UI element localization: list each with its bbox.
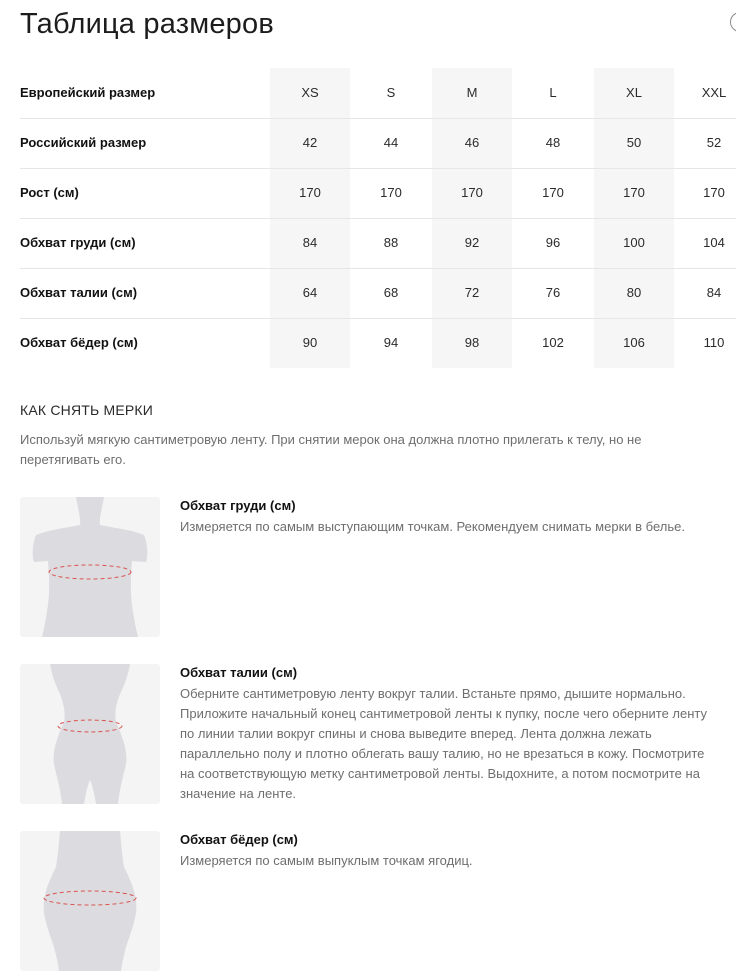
row-label: Рост (см) (20, 185, 79, 200)
table-cell: 170 (542, 185, 564, 200)
measure-description-line: по линии талии вокруг спины и снова выведите вперед. Лента должна лежать (180, 726, 652, 741)
measure-title: Обхват бёдер (см) (180, 832, 298, 847)
how-to-measure-heading: КАК СНЯТЬ МЕРКИ (20, 402, 154, 418)
table-row-hips (20, 318, 736, 368)
table-cell: 46 (464, 135, 480, 150)
close-button[interactable] (730, 12, 736, 32)
row-label: Российский размер (20, 135, 147, 150)
measure-description-line: Оберните сантиметровую ленту вокруг талии. Встаньте прямо, дышите нормально. (180, 686, 686, 701)
table-cell: 92 (464, 235, 480, 250)
table-cell: 76 (545, 285, 561, 300)
table-cell: 52 (706, 135, 722, 150)
row-label: Обхват талии (см) (20, 285, 138, 300)
how-to-measure-intro: Используй мягкую сантиметровую ленту. При снятии мерок она должна плотно прилегать к телу, но не перетягивать его. (20, 432, 642, 467)
row-label: Обхват груди (см) (20, 235, 136, 250)
table-cell: 88 (383, 235, 399, 250)
measure-description (180, 684, 736, 804)
waist-figure-illustration (20, 664, 160, 804)
measure-description-line: параллельно полу и плотно облегать вашу талию, но не врезаться в кожу. Посмотрите (180, 746, 705, 761)
table-row-ru-size (20, 118, 736, 168)
table-cell: L (549, 85, 557, 100)
table-cell: 84 (302, 235, 318, 250)
measure-description-line: Измеряется по самым выпуклым точкам ягодиц. (180, 853, 473, 868)
table-cell: 170 (461, 185, 483, 200)
table-row-waist (20, 268, 736, 318)
measure-title: Обхват талии (см) (180, 665, 298, 680)
measure-description-line: значение на ленте. (180, 786, 297, 801)
table-cell: M (466, 85, 478, 100)
page-title: Таблица размеров (20, 8, 274, 40)
table-cell: 94 (383, 335, 399, 350)
table-cell: 170 (299, 185, 321, 200)
table-cell: XL (626, 85, 642, 100)
table-cell: XXL (701, 85, 727, 100)
table-row-eu-size (20, 68, 736, 118)
table-cell: 106 (623, 335, 645, 350)
table-cell: 42 (302, 135, 318, 150)
table-cell: 80 (626, 285, 642, 300)
table-cell: 104 (703, 235, 725, 250)
table-cell: 50 (626, 135, 642, 150)
measure-description (180, 517, 736, 537)
table-cell: 72 (464, 285, 480, 300)
size-table (20, 68, 736, 368)
measure-description-line: на соответствующую метку сантиметровой ленты. Выдохните, а потом посмотрите на (180, 766, 700, 781)
table-cell: 102 (542, 335, 564, 350)
table-cell: 64 (302, 285, 318, 300)
measure-description (180, 851, 736, 871)
measure-description-line: Приложите начальный конец сантиметровой ленты к пупку, после чего оберните ленту (180, 706, 708, 721)
table-cell: 170 (623, 185, 645, 200)
chest-figure-illustration (20, 497, 160, 637)
table-row-height (20, 168, 736, 218)
table-cell: 170 (380, 185, 402, 200)
row-label: Обхват бёдер (см) (20, 335, 138, 350)
table-cell: 110 (703, 335, 725, 350)
table-cell: XS (301, 85, 319, 100)
table-cell: 96 (545, 235, 561, 250)
table-cell: 48 (545, 135, 561, 150)
table-cell: 84 (706, 285, 722, 300)
table-cell: 100 (623, 235, 645, 250)
table-cell: 98 (464, 335, 480, 350)
table-cell: S (386, 85, 396, 100)
measure-description-line: Измеряется по самым выступающим точкам. Рекомендуем снимать мерки в белье. (180, 519, 685, 534)
table-cell: 90 (302, 335, 318, 350)
table-cell: 44 (383, 135, 399, 150)
table-cell: 170 (703, 185, 725, 200)
table-cell: 68 (383, 285, 399, 300)
row-label: Европейский размер (20, 85, 156, 100)
table-row-chest (20, 218, 736, 268)
measure-title: Обхват груди (см) (180, 498, 296, 513)
hips-figure-illustration (20, 831, 160, 971)
